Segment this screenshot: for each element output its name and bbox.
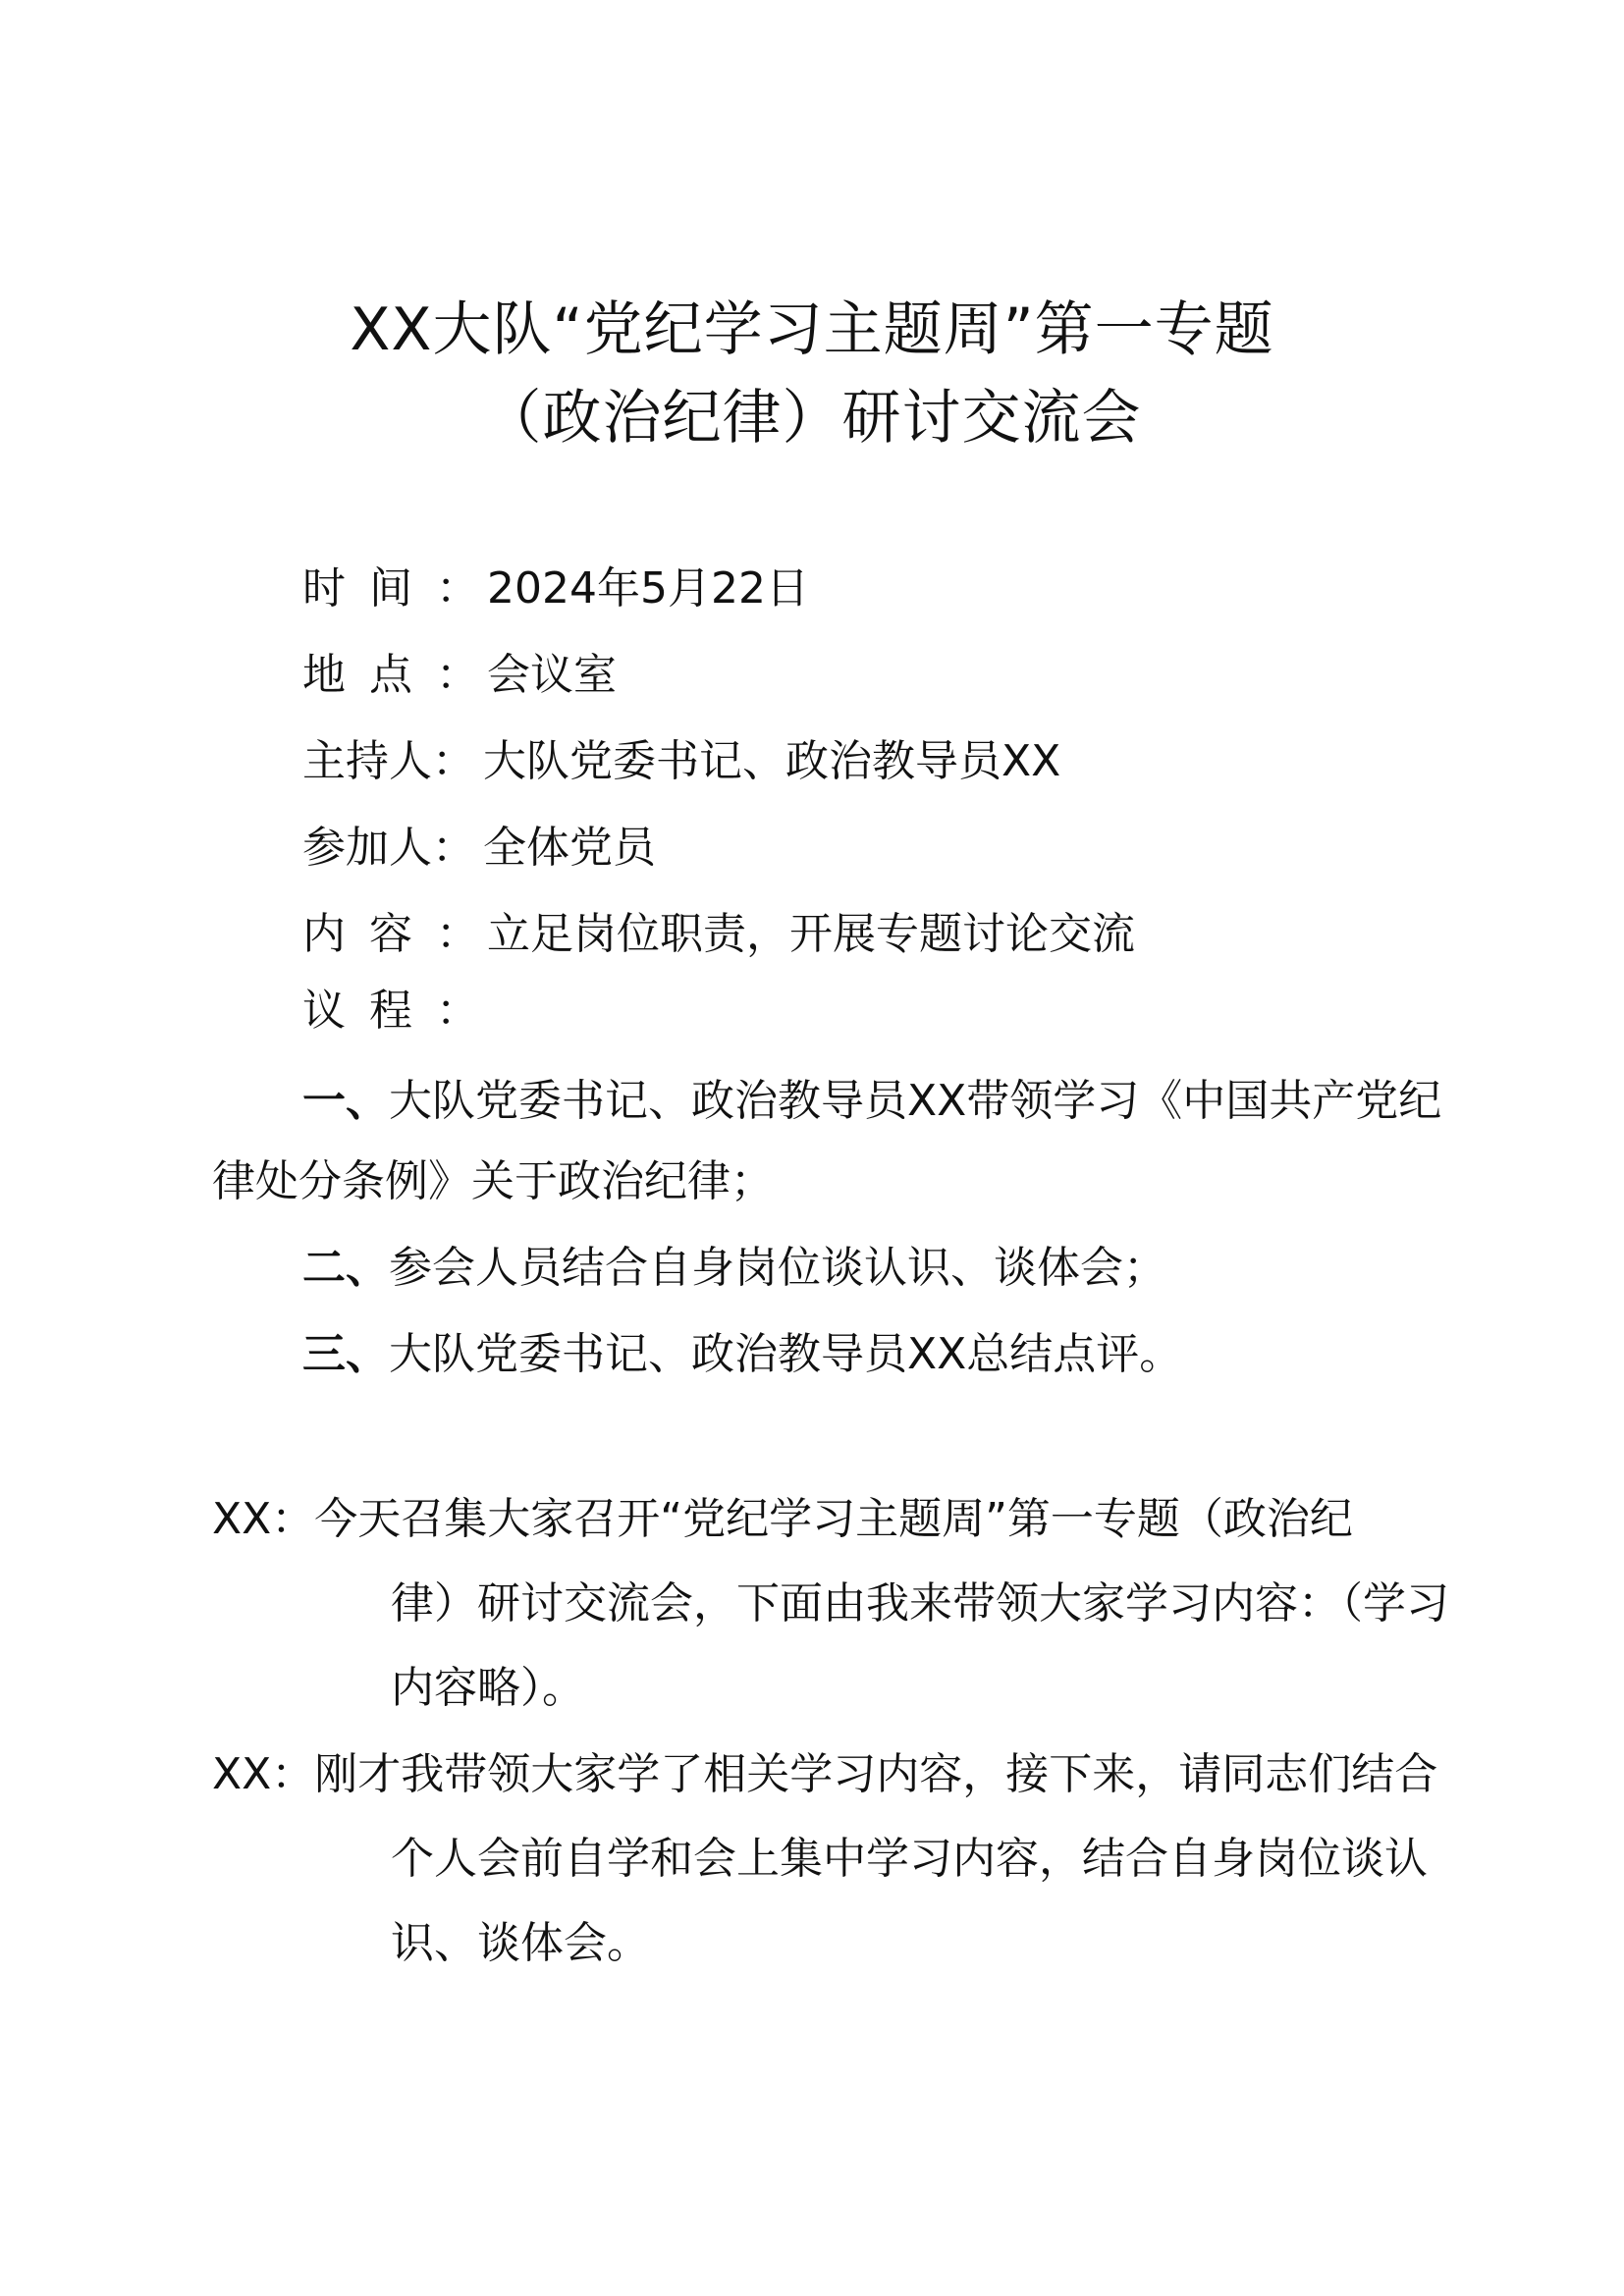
document-title-line-1: XX大队“党纪学习主题周”第一专题 — [350, 295, 1274, 364]
info-row-place — [302, 646, 617, 705]
agenda-label: 议程 — [302, 986, 436, 1036]
host-label: 主持人 — [302, 736, 432, 786]
agenda-number: 二、 — [302, 1243, 389, 1293]
document-title-line-2: （政治纪律）研讨交流会 — [482, 384, 1142, 453]
time-value: 2024年5月22日 — [487, 563, 809, 614]
speech-2-line-3: 识、谈体会。 — [391, 1918, 650, 1968]
agenda-colon: ： — [436, 986, 479, 1036]
info-row-content — [302, 905, 1135, 964]
speech-text: 今天召集大家召开“党纪学习主题周”第一专题（政治纪 — [314, 1494, 1353, 1544]
speech-1-line-3: 内容略）。 — [391, 1663, 585, 1713]
info-row-attendees — [302, 819, 656, 878]
content-colon: ： — [436, 909, 479, 959]
speech-2-line-1 — [212, 1732, 1437, 1818]
agenda-text: 律处分条例》关于政治纪律； — [212, 1156, 774, 1206]
speech-text: 刚才我带领大家学了相关学习内容，接下来，请同志们结合 — [314, 1749, 1438, 1799]
agenda-item-1-line-1 — [302, 1058, 1441, 1145]
agenda-text: 大队党委书记、政治教导员XX总结点评。 — [389, 1329, 1183, 1379]
speech-1-line-1 — [212, 1476, 1353, 1563]
time-label: 时间 — [302, 563, 436, 614]
speech-2-line-2: 个人会前自学和会上集中学习内容，结合自身岗位谈认 — [391, 1834, 1428, 1884]
info-row-time — [302, 560, 809, 618]
host-value: 大队党委书记、政治教导员XX — [483, 736, 1061, 786]
place-value: 会议室 — [487, 650, 617, 700]
time-colon: ： — [436, 563, 479, 614]
content-label: 内容 — [302, 909, 436, 959]
agenda-number: 一、 — [302, 1076, 389, 1126]
agenda-text: 参会人员结合自身岗位谈认识、谈体会； — [389, 1243, 1166, 1293]
speaker-name: XX： — [212, 1749, 315, 1799]
agenda-text: 大队党委书记、政治教导员XX带领学习《中国共产党纪 — [389, 1076, 1442, 1126]
attendees-value: 全体党员 — [483, 823, 656, 873]
attendees-colon: ： — [432, 823, 475, 873]
attendees-label: 参加人 — [302, 823, 432, 873]
content-value: 立足岗位职责，开展专题讨论交流 — [487, 909, 1135, 959]
speaker-name: XX： — [212, 1494, 315, 1544]
host-colon: ： — [432, 736, 475, 786]
info-row-agenda — [302, 982, 487, 1041]
place-label: 地点 — [302, 650, 436, 700]
agenda-item-2 — [302, 1225, 1166, 1311]
place-colon: ： — [436, 650, 479, 700]
agenda-item-1-line-2 — [212, 1139, 774, 1225]
speech-1-line-2: 律）研讨交流会，下面由我来带领大家学习内容：（学习 — [391, 1578, 1449, 1629]
agenda-item-3 — [302, 1311, 1182, 1398]
info-row-host — [302, 732, 1060, 791]
agenda-number: 三、 — [302, 1329, 389, 1379]
